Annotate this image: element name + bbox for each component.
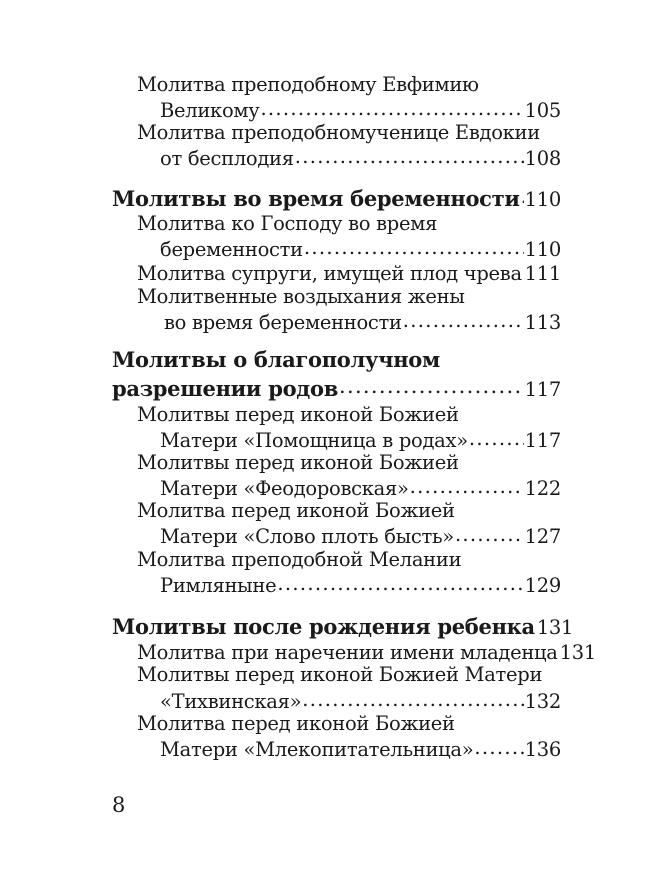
toc-entry-title: Молитва супруги, имущей плод чрева (137, 262, 522, 286)
toc-entry (137, 548, 461, 572)
toc-page-number: 131 (536, 616, 574, 640)
toc-section-heading (112, 374, 561, 402)
page-number: 8 (112, 793, 126, 817)
dot-leader (474, 736, 523, 756)
toc-section-title: Молитвы о благополучном (112, 347, 440, 372)
toc-entry-title: Матери «Помощница в родах» (160, 429, 468, 453)
toc-section-title: Молитвы во время беременности (112, 186, 520, 212)
toc-page-number: 117 (524, 378, 561, 402)
toc-section-heading (112, 348, 440, 372)
toc-entry-title: Молитва преподобномученице Евдокии (137, 121, 540, 144)
toc-entry-title: Матери «Феодоровская» (160, 477, 409, 501)
toc-page-number: 110 (524, 188, 561, 212)
toc-page-number: 122 (524, 477, 561, 501)
toc-entry-title: Молитва преподобной Мелании (137, 548, 462, 571)
toc-entry (137, 712, 455, 736)
dot-leader (469, 427, 524, 447)
dot-leader (521, 184, 524, 206)
toc-section-heading (112, 612, 574, 640)
toc-entry-title: Матери «Слово плоть бысть» (160, 525, 454, 549)
toc-section-title: Молитвы после рождения ребенка (112, 614, 535, 640)
toc-entry (137, 639, 596, 665)
toc-page-number: 105 (524, 99, 561, 123)
toc-page-number: 132 (524, 690, 561, 714)
toc-page-number: 108 (524, 147, 561, 171)
toc-page-number: 117 (524, 429, 561, 453)
dot-leader (523, 260, 524, 280)
toc-entry (160, 236, 561, 262)
toc-section-title: разрешении родов (112, 376, 338, 402)
toc-entry-title: Молитвенные воздыхания жены (137, 285, 465, 308)
toc-entry (164, 309, 561, 335)
toc-entry-title: Римляныне (160, 574, 277, 598)
toc-entry-title: во время беременности (164, 311, 402, 335)
toc-entry (160, 427, 561, 453)
dot-leader (277, 572, 523, 592)
dot-leader (302, 688, 523, 708)
toc-entry (160, 523, 561, 549)
toc-entry-title: Молитва ко Господу во время (137, 212, 438, 235)
toc-page-number: 110 (524, 238, 561, 262)
toc-entry (160, 572, 561, 598)
toc-entry (160, 736, 561, 762)
toc-entry (160, 688, 561, 714)
toc-entry-title: Молитвы перед иконой Божией Матери (137, 663, 543, 686)
toc-entry-title: Молитва перед иконой Божией (137, 499, 455, 522)
toc-entry (137, 499, 455, 523)
toc-entry (160, 475, 561, 501)
dot-leader (339, 374, 524, 396)
toc-entry (137, 260, 561, 286)
toc-page-number: 111 (524, 262, 561, 286)
toc-entry-title: Молитвы перед иконой Божией (137, 403, 459, 426)
dot-leader (455, 523, 524, 543)
toc-entry-title: Молитвы перед иконой Божией (137, 451, 459, 474)
dot-leader (295, 145, 524, 165)
toc-section-heading (112, 184, 561, 212)
toc-entry-title: «Тихвинская» (160, 690, 302, 714)
toc-entry (137, 451, 459, 475)
toc-page-number: 131 (559, 641, 596, 665)
toc-entry (137, 73, 479, 97)
toc-page-number: 129 (524, 574, 561, 598)
toc-entry-title: Великому (160, 99, 260, 123)
toc-entry-title: Молитва перед иконой Божией (137, 712, 455, 735)
toc-entry (137, 212, 437, 236)
toc-page-number: 127 (524, 525, 561, 549)
toc-entry-title: Молитва преподобному Евфимию (137, 73, 479, 96)
toc-entry-title: от бесплодия (160, 147, 294, 171)
dot-leader (304, 236, 524, 256)
dot-leader (260, 97, 523, 117)
dot-leader (410, 475, 524, 495)
toc-entry-title: беременности (160, 238, 303, 262)
toc-entry-title: Матери «Млекопитательница» (160, 738, 474, 762)
toc-page-number: 113 (524, 311, 561, 335)
toc-entry (160, 97, 561, 123)
toc-entry (137, 403, 459, 427)
toc-entry (137, 121, 540, 145)
dot-leader (403, 309, 524, 329)
toc-entry (137, 285, 465, 309)
toc-entry (137, 663, 542, 687)
toc-entry-title: Молитва при наречении имени младенца (137, 641, 558, 665)
toc-page-number: 136 (524, 738, 561, 762)
toc-entry (160, 145, 561, 171)
